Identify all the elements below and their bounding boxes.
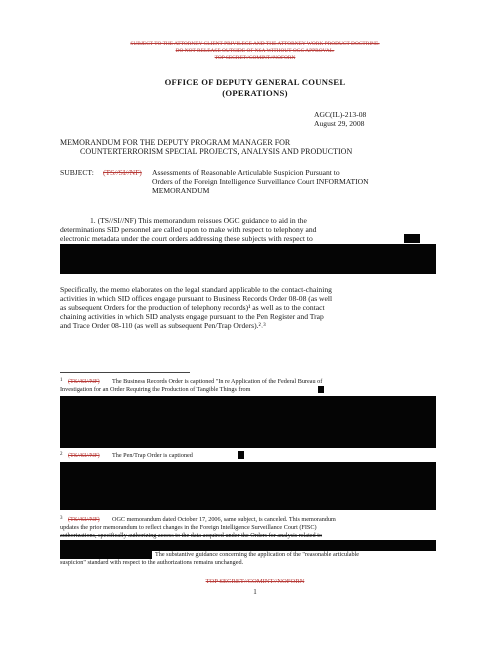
- footnote-3-text-line-1: OGC memorandum dated October 17, 2006, same subject, is canceled. This memorandum: [112, 516, 336, 523]
- footnote-2-text: The Pen/Trap Order is captioned: [112, 452, 193, 459]
- header-caveat-line-3: TOP SECRET//COMINT//NOFORN: [214, 55, 296, 61]
- footnote-2-marker: 2: [60, 452, 63, 457]
- paragraph-1-line-3: electronic metadata under the court orders addressing these subjects with respect to: [60, 234, 313, 243]
- redaction-block: [238, 451, 244, 459]
- header-caveat-line-2: DO NOT RELEASE OUTSIDE OF NSA WITHOUT OGC APPROVAL.: [175, 48, 335, 54]
- subject-text-line-1: Assessments of Reasonable Articulable Suspicion Pursuant to: [152, 168, 340, 177]
- redaction-block: [60, 462, 436, 510]
- memo-date: August 29, 2008: [314, 119, 365, 128]
- office-title: OFFICE OF DEPUTY GENERAL COUNSEL: [164, 77, 346, 87]
- subject-label: SUBJECT:: [60, 168, 94, 177]
- memo-to-line-1: MEMORANDUM FOR THE DEPUTY PROGRAM MANAGER FOR: [60, 138, 291, 147]
- footnote-separator: [60, 372, 190, 373]
- footnote-3-text-line-4: The substantive guidance concerning the application of the "reasonable articulable: [155, 551, 360, 558]
- page-number: 1: [253, 588, 257, 596]
- paragraph-2-line-4: chaining activities in which SID analysts engage pursuant to the Pen Register and Trap: [60, 312, 324, 321]
- office-subtitle: (OPERATIONS): [222, 88, 288, 98]
- redaction-block: [60, 244, 436, 274]
- paragraph-1-line-2: determinations SID personnel are called upon to make with respect to telephony and: [60, 225, 317, 234]
- footnote-3-text-line-5: suspicion" standard with respect to the authorizations remains unchanged.: [60, 559, 244, 566]
- header-caveat-line-1: SUBJECT TO THE ATTORNEY-CLIENT PRIVILEGE AND THE ATTORNEY WORK PRODUCT DOCTRINE.: [130, 41, 380, 47]
- footnote-3-text-line-3: authorizations, specifically authorizing access to the data acquired under the Orders for analysis related to: [60, 532, 323, 539]
- paragraph-2-line-3: as subsequent Orders for the production of telephony records)¹ as well as to the contact: [60, 303, 325, 312]
- paragraph-2-line-1: Specifically, the memo elaborates on the legal standard applicable to the contact-chaining: [60, 285, 332, 294]
- paragraph-2-line-5: and Trace Order 08-110 (as well as subsequent Pen/Trap Orders).²˒³: [60, 321, 266, 330]
- footnote-1-text-line-1: The Business Records Order is captioned "In re Application of the Federal Bureau of: [112, 378, 323, 385]
- footnote-3-marker: 3: [60, 516, 63, 521]
- footnote-1-text-line-2: Investigation for an Order Requiring the Production of Tangible Things from: [60, 386, 251, 393]
- footnote-1-classification: (TS//SI//NF): [68, 378, 100, 385]
- paragraph-2-line-2: activities in which SID offices engage pursuant to Business Records Order 08-08 (as well: [60, 294, 333, 303]
- subject-text-line-3: MEMORANDUM: [152, 186, 210, 195]
- subject-classification: (TS//SI//NF): [103, 168, 142, 177]
- footnote-2-classification: (TS//SI//NF): [68, 452, 100, 459]
- redaction-block: [60, 540, 436, 551]
- footer-classification: TOP SECRET//COMINT//NOFORN: [205, 578, 305, 585]
- redaction-block: [60, 396, 436, 448]
- memo-reference: AGC(IL)-213-08: [314, 110, 367, 119]
- footnote-1-marker: 1: [60, 378, 63, 383]
- subject-text-line-2: Orders of the Foreign Intelligence Surveillance Court INFORMATION: [152, 177, 369, 186]
- redaction-block: [404, 234, 420, 243]
- memo-to-line-2: COUNTERTERRORISM SPECIAL PROJECTS, ANALYSIS AND PRODUCTION: [80, 147, 353, 156]
- redaction-block: [318, 386, 324, 393]
- redaction-block: [60, 551, 152, 559]
- footnote-3-classification: (TS//SI//NF): [68, 516, 100, 523]
- footnote-3-text-line-2: updates the prior memorandum to reflect changes in the Foreign Intelligence Surveillance Court (FISC): [60, 524, 317, 531]
- paragraph-1-line-1: 1. (TS//SI//NF) This memorandum reissues OGC guidance to aid in the: [90, 216, 307, 225]
